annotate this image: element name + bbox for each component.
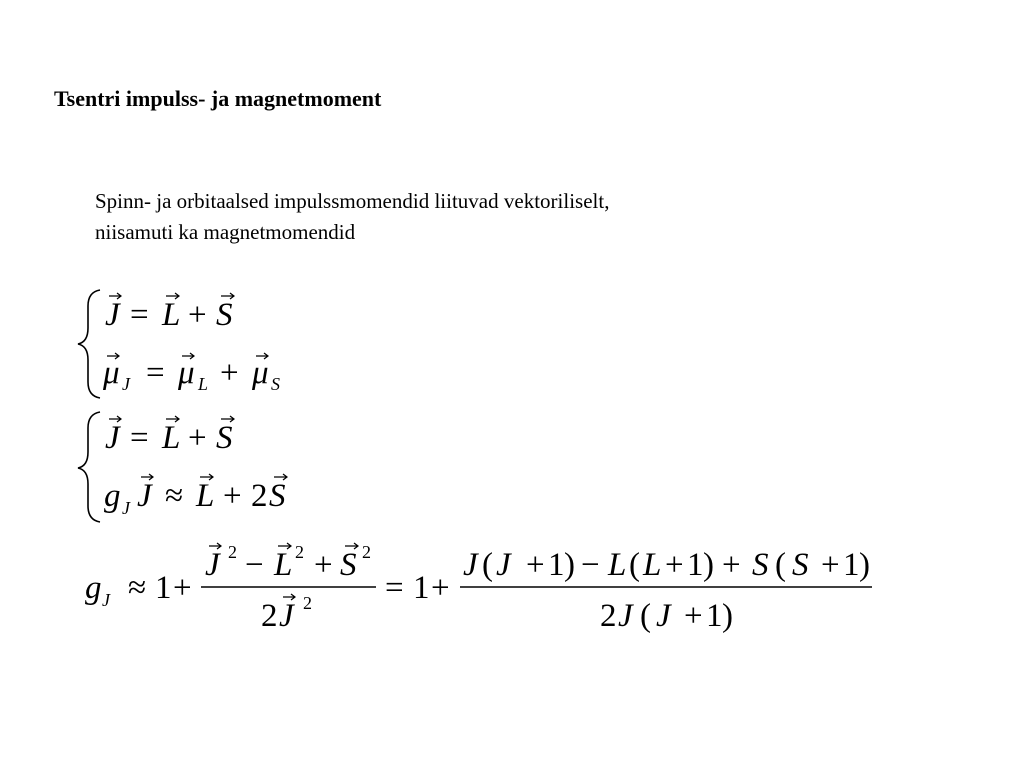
symbol-equals: = xyxy=(385,570,404,606)
symbol-g: g xyxy=(85,570,102,606)
subscript-J: J xyxy=(122,374,130,394)
symbol-J: J xyxy=(656,598,671,634)
superscript-2: 2 xyxy=(295,542,304,562)
number-1: 1 xyxy=(706,598,723,634)
close-paren: ) xyxy=(564,547,575,583)
symbol-mu: μ xyxy=(252,355,269,391)
symbol-L: L xyxy=(196,478,215,514)
symbol-plus: + xyxy=(223,478,242,514)
number-2: 2 xyxy=(600,598,617,634)
subscript-L: L xyxy=(198,374,209,394)
open-paren: ( xyxy=(482,547,493,583)
symbol-L: L xyxy=(162,420,181,456)
eq1-line2 xyxy=(102,353,280,394)
eq2-line1 xyxy=(105,416,234,456)
symbol-plus: + xyxy=(526,547,545,583)
number-2: 2 xyxy=(251,478,268,514)
symbol-g: g xyxy=(104,478,121,514)
symbol-plus: + xyxy=(722,547,741,583)
symbol-S: S xyxy=(216,297,233,333)
symbol-plus: + xyxy=(188,297,207,333)
symbol-plus: + xyxy=(665,547,684,583)
symbol-S: S xyxy=(216,420,233,456)
number-1: 1 xyxy=(548,547,565,583)
number-1: 1 xyxy=(413,570,430,606)
left-brace-1 xyxy=(78,290,100,398)
left-brace-2 xyxy=(78,412,100,522)
slide-title: Tsentri impulss- ja magnetmoment xyxy=(54,86,382,111)
symbol-equals: = xyxy=(130,297,149,333)
symbol-approx: ≈ xyxy=(165,478,184,514)
number-1: 1 xyxy=(155,570,172,606)
superscript-2: 2 xyxy=(303,593,312,613)
intro-line-1: Spinn- ja orbitaalsed impulssmomendid liituvad vektoriliselt, xyxy=(95,189,610,213)
symbol-mu: μ xyxy=(178,355,195,391)
symbol-equals: = xyxy=(130,420,149,456)
symbol-S: S xyxy=(269,478,286,514)
symbol-J: J xyxy=(105,297,120,333)
symbol-L: L xyxy=(162,297,181,333)
symbol-minus: − xyxy=(581,547,600,583)
symbol-J: J xyxy=(279,598,294,634)
subscript-J: J xyxy=(102,590,110,610)
symbol-S: S xyxy=(340,547,357,583)
symbol-S: S xyxy=(752,547,769,583)
close-paren: ) xyxy=(722,598,733,634)
superscript-2: 2 xyxy=(362,542,371,562)
number-1: 1 xyxy=(687,547,704,583)
gj-formula xyxy=(85,542,872,634)
symbol-L: L xyxy=(643,547,662,583)
symbol-J: J xyxy=(618,598,633,634)
symbol-L: L xyxy=(608,547,627,583)
symbol-plus: + xyxy=(821,547,840,583)
symbol-plus: + xyxy=(173,570,192,606)
close-paren: ) xyxy=(703,547,714,583)
open-paren: ( xyxy=(775,547,786,583)
superscript-2: 2 xyxy=(228,542,237,562)
open-paren: ( xyxy=(629,547,640,583)
symbol-plus: + xyxy=(684,598,703,634)
fraction-2-numerator xyxy=(463,547,870,583)
symbol-minus: − xyxy=(245,547,264,583)
subscript-S: S xyxy=(271,374,280,394)
symbol-J: J xyxy=(105,420,120,456)
symbol-equals: = xyxy=(146,355,165,391)
intro-line-2: niisamuti ka magnetmomendid xyxy=(95,220,356,244)
symbol-J: J xyxy=(137,478,152,514)
symbol-plus: + xyxy=(431,570,450,606)
fraction-2-denominator xyxy=(600,598,733,634)
close-paren: ) xyxy=(859,547,870,583)
symbol-J: J xyxy=(205,547,220,583)
symbol-S: S xyxy=(792,547,809,583)
symbol-plus: + xyxy=(188,420,207,456)
open-paren: ( xyxy=(640,598,651,634)
symbol-J: J xyxy=(463,547,478,583)
number-1: 1 xyxy=(843,547,860,583)
symbol-L: L xyxy=(274,547,293,583)
symbol-mu: μ xyxy=(103,355,120,391)
number-2: 2 xyxy=(261,598,278,634)
symbol-approx: ≈ xyxy=(128,570,147,606)
symbol-J: J xyxy=(496,547,511,583)
subscript-J: J xyxy=(122,498,130,518)
eq1-line1 xyxy=(105,293,234,333)
symbol-plus: + xyxy=(314,547,333,583)
symbol-plus: + xyxy=(220,355,239,391)
eq2-line2 xyxy=(104,474,287,518)
